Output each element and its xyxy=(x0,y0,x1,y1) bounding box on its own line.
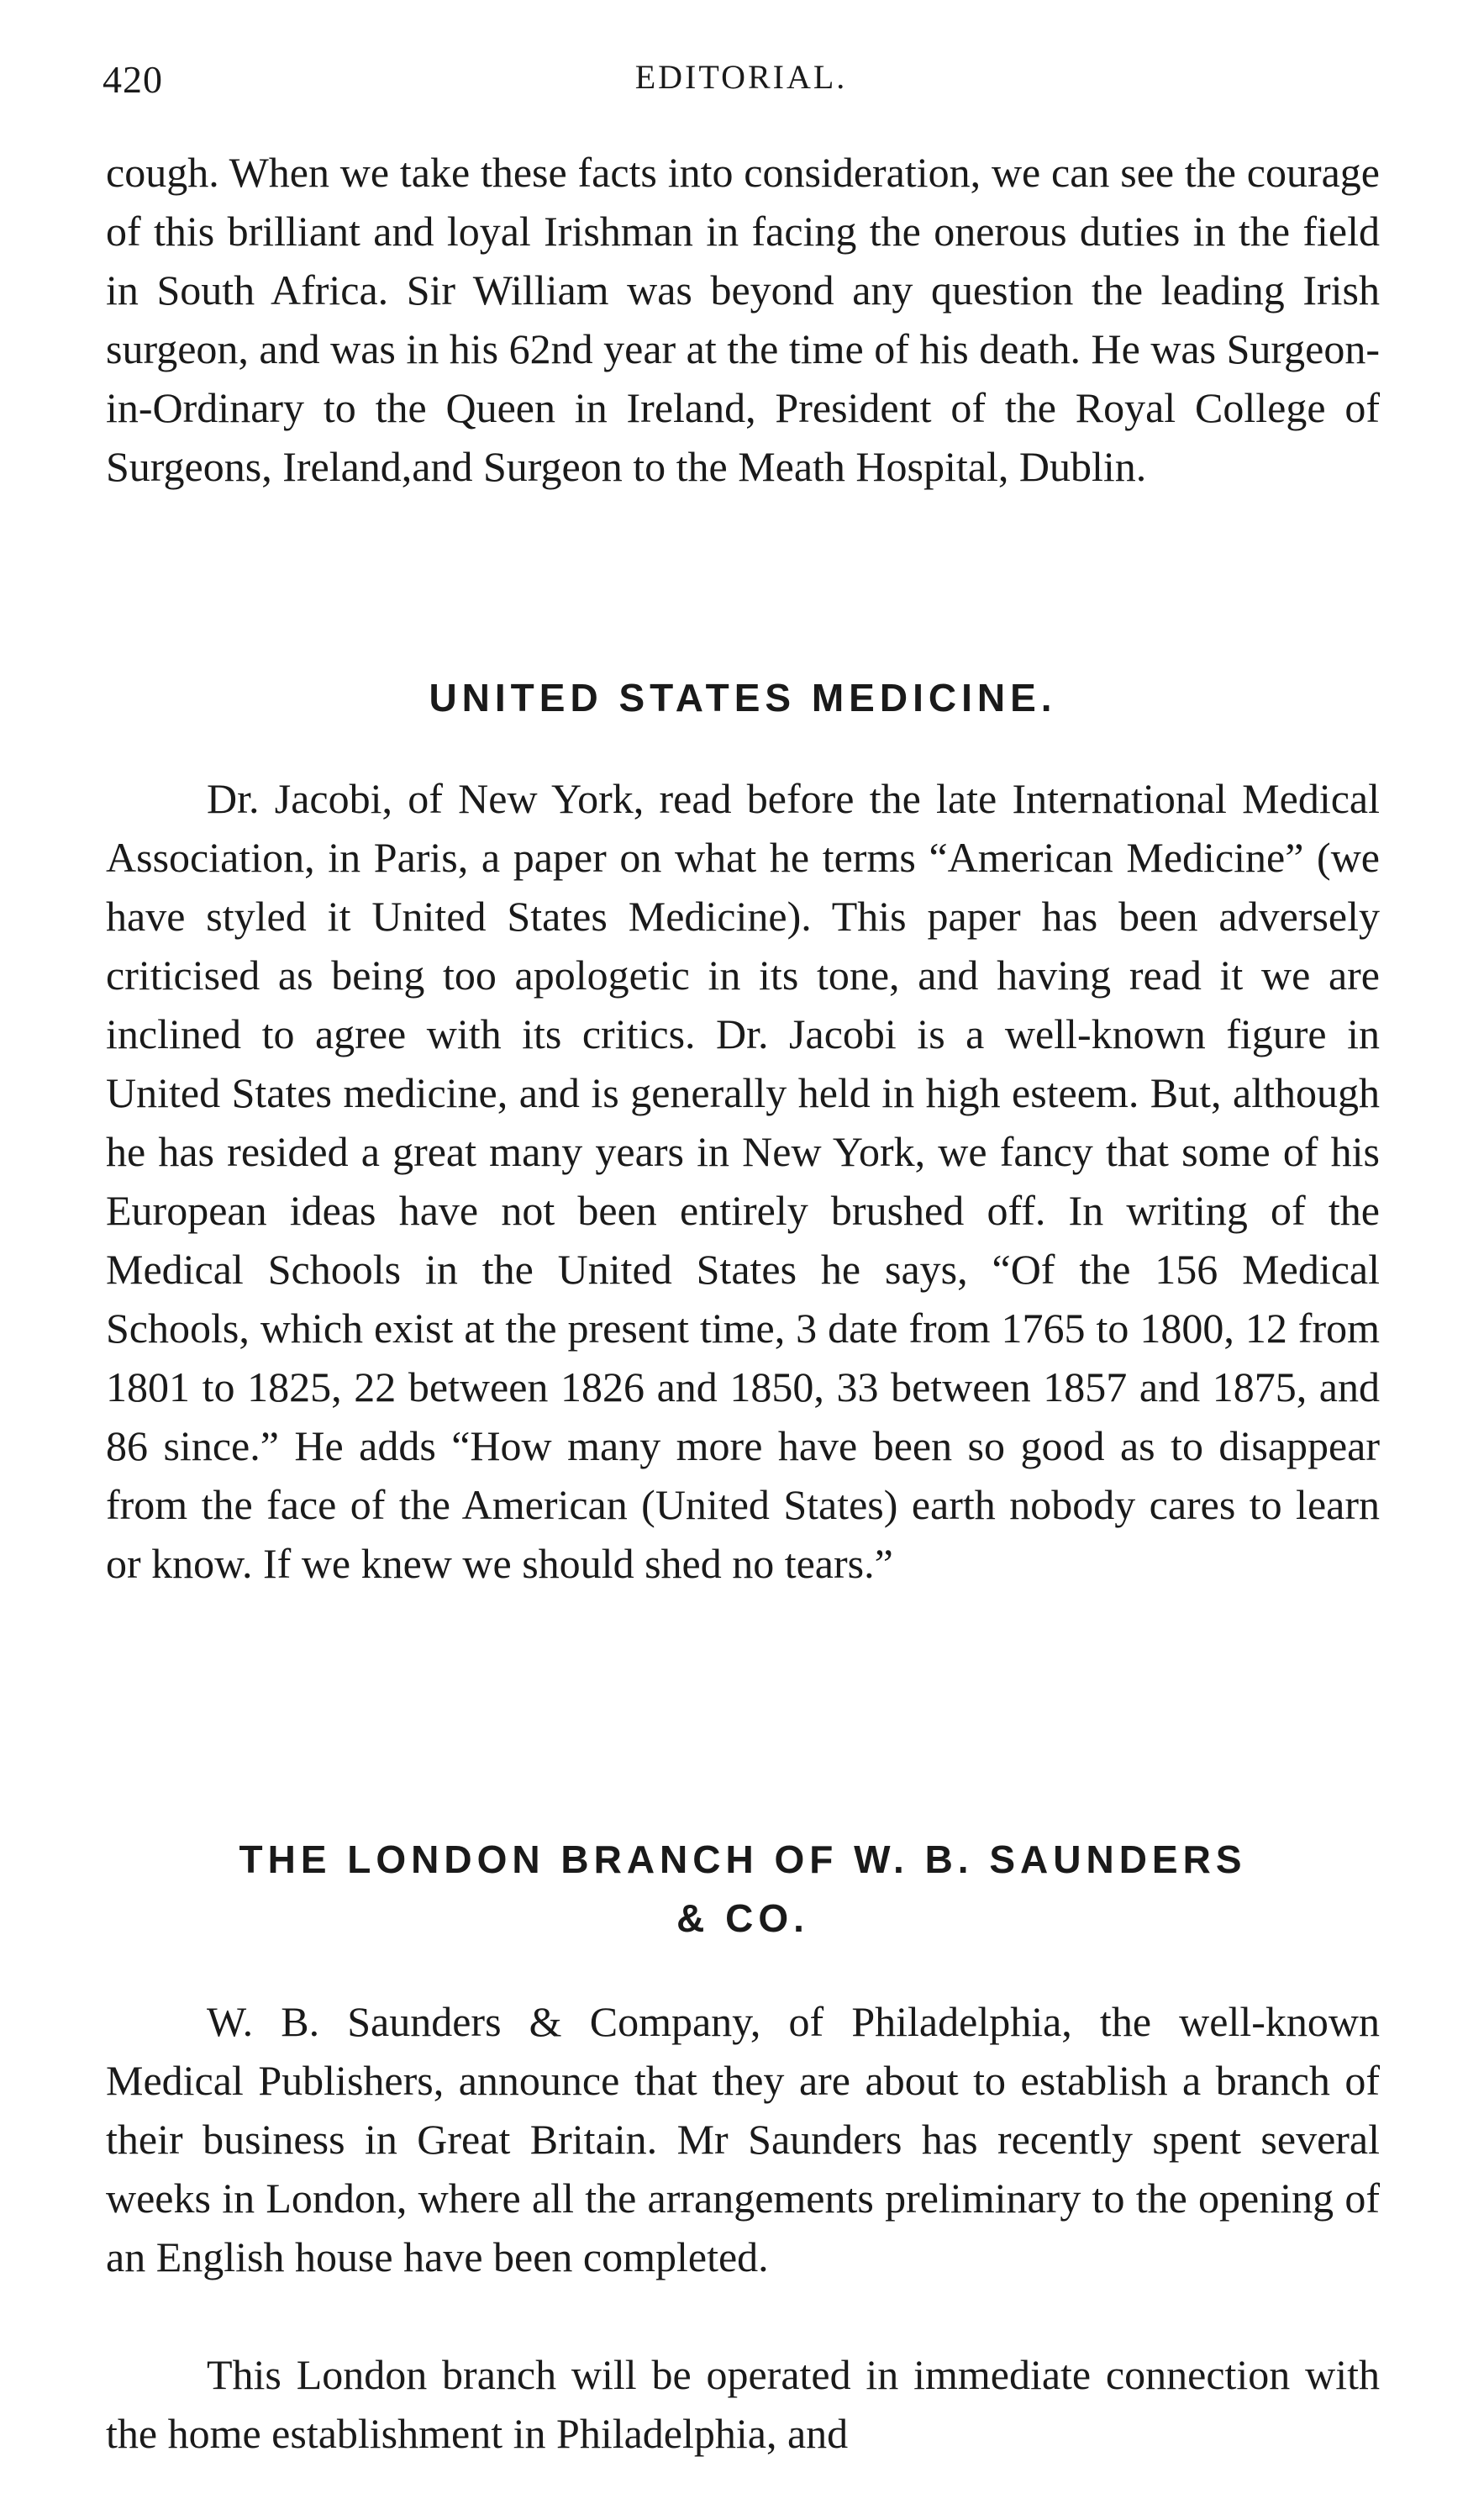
page-number: 420 xyxy=(103,58,163,101)
body-paragraph: W. B. Saunders & Company, of Philadelphia, the well-known Medical Publishers, announce that they are about to establish a branch of their business in Great Britain. Mr Saunders has recently spent several weeks in London, where all the arrangements preliminary to the opening of an English house have been completed. xyxy=(106,1998,1380,2280)
body-paragraph: Dr. Jacobi, of New York, read before the late International Medical Association, in Paris, a paper on what he terms “American Medicine” (we have styled it United States Medicine). This paper has been adversely criticised as being too apologetic in its tone, and having read it we are inclined to agree with its critics. Dr. Jacobi is a well-known figure in United States medicine, and is generally held in high esteem. But, although he has resided a great many years in New York, we fancy that some of his European ideas have not been entirely brushed off. In writing of the Medical Schools in the United States he says, “Of the 156 Medical Schools, which exist at the present time, 3 date from 1765 to 1800, 12 from 1801 to 1825, 22 between 1826 and 1850, 33 between 1857 and 1875, and 86 since.” He adds “How many more have been so good as to disappear from the face of the American (United States) earth nobody cares to learn or know. If we knew we should shed no tears.” xyxy=(106,775,1380,1587)
section-heading-line: & CO. xyxy=(676,1896,809,1940)
section-heading: UNITED STATES MEDICINE. xyxy=(429,676,1057,720)
section-heading-line: THE LONDON BRANCH OF W. B. SAUNDERS xyxy=(239,1837,1247,1881)
running-head xyxy=(103,57,1380,108)
running-title: EDITORIAL. xyxy=(634,58,848,96)
body-paragraph: cough. When we take these facts into consideration, we can see the courage of this brilliant and loyal Irishman in facing the onerous duties in the field in South Africa. Sir William was beyond any question the leading Irish surgeon, and was in his 62nd year at the time of his death. He was Surgeon-in-Ordinary to the Queen in Ireland, President of the Royal College of Surgeons, Ireland,and Surgeon to the Meath Hospital, Dublin. xyxy=(106,149,1380,490)
section-heading xyxy=(106,1830,1380,1948)
body-paragraph: This London branch will be operated in immediate connection with the home establishment in Philadelphia, and xyxy=(106,2351,1380,2457)
